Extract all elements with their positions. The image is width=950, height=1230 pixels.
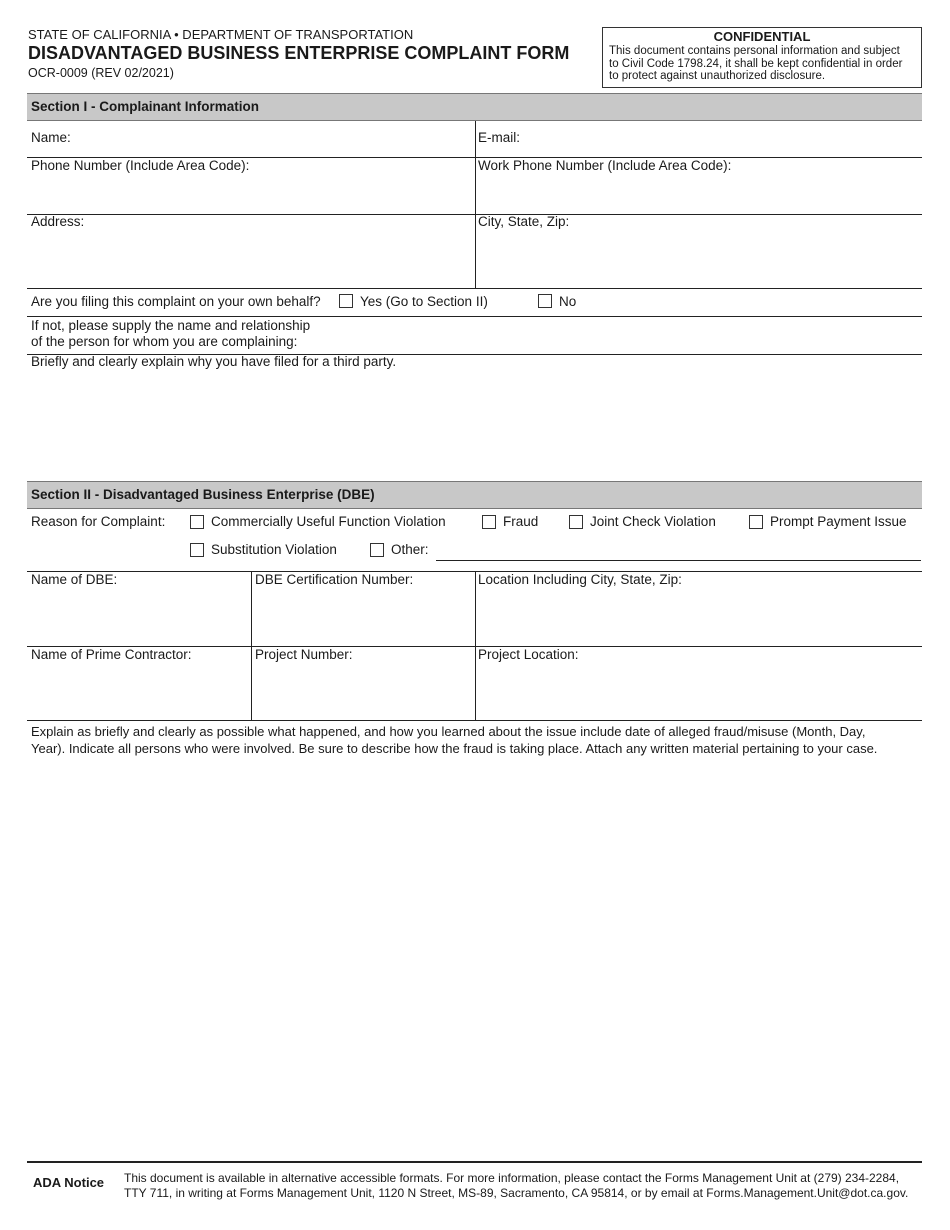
- section-2-header: [27, 481, 922, 509]
- form-title: DISADVANTAGED BUSINESS ENTERPRISE COMPLAINT FORM: [28, 43, 570, 63]
- email-field[interactable]: [476, 122, 922, 157]
- divider: [27, 720, 922, 721]
- other-label: Other:: [391, 542, 429, 557]
- third-party-field[interactable]: [330, 317, 922, 353]
- substitution-label: Substitution Violation: [211, 542, 337, 557]
- project-location-label: Project Location:: [478, 647, 579, 662]
- other-checkbox[interactable]: [370, 543, 384, 557]
- confidential-box: [602, 27, 922, 88]
- name-field[interactable]: [28, 122, 474, 157]
- own-behalf-question: Are you filing this complaint on your own behalf?: [31, 294, 321, 309]
- reason-label: Reason for Complaint:: [31, 514, 166, 529]
- section-1-title: Section I - Complainant Information: [31, 99, 260, 114]
- third-party-label-1: If not, please supply the name and relationship: [31, 318, 311, 333]
- no-label: No: [559, 294, 577, 309]
- address-field-label: Address:: [31, 214, 85, 229]
- cuf-checkbox[interactable]: [190, 515, 204, 529]
- fraud-checkbox[interactable]: [482, 515, 496, 529]
- explain-text-2: Year). Indicate all persons who were involved. Be sure to describe how the fraud is taking place. Attach any written material pertaining to your case.: [31, 741, 878, 756]
- footer-rule: [27, 1161, 922, 1163]
- prompt-payment-checkbox[interactable]: [749, 515, 763, 529]
- ada-notice-text-2: TTY 711, in writing at Forms Management Unit, 1120 N Street, MS-89, Sacramento, CA 95814, or by email at Forms.Management.Unit@dot.ca.gov.: [124, 1186, 909, 1200]
- dbe-location-label: Location Including City, State, Zip:: [478, 572, 682, 587]
- confidential-text-1: This document contains personal information and subject: [609, 45, 900, 57]
- phone-field[interactable]: [28, 175, 474, 213]
- confidential-text-2: to Civil Code 1798.24, it shall be kept confidential in order: [609, 57, 903, 70]
- dbe-name-label: Name of DBE:: [31, 572, 118, 587]
- joint-check-label: Joint Check Violation: [590, 514, 716, 529]
- explain-field[interactable]: [28, 760, 922, 1155]
- ada-notice-title: ADA Notice: [33, 1175, 105, 1190]
- cuf-label: Commercially Useful Function Violation: [211, 514, 446, 529]
- project-number-label: Project Number:: [255, 647, 353, 662]
- city-field[interactable]: [476, 231, 922, 287]
- agency-line: STATE OF CALIFORNIA • DEPARTMENT OF TRANSPORTATION: [28, 27, 414, 42]
- divider: [27, 288, 922, 289]
- no-checkbox[interactable]: [538, 294, 552, 308]
- prime-contractor-label: Name of Prime Contractor:: [31, 647, 192, 662]
- confidential-text-3: to protect against unauthorized disclosure.: [609, 70, 826, 82]
- explain-text-1: Explain as briefly and clearly as possible what happened, and how you learned about the issue include date of alleged fraud/misuse (Month, Day,: [31, 724, 866, 739]
- form-number: OCR-0009 (REV 02/2021): [28, 66, 174, 80]
- substitution-checkbox[interactable]: [190, 543, 204, 557]
- yes-label: Yes (Go to Section II): [360, 294, 488, 309]
- third-party-label-2: of the person for whom you are complaining:: [31, 334, 298, 349]
- prompt-payment-label: Prompt Payment Issue: [770, 514, 907, 529]
- prime-contractor-field[interactable]: [28, 664, 250, 719]
- section-1-header: [27, 93, 922, 121]
- project-number-field[interactable]: [252, 664, 474, 719]
- ada-notice-text-1: This document is available in alternative accessible formats. For more information, please contact the Forms Management Unit at (279) 234-2284,: [124, 1171, 900, 1185]
- dbe-cert-label: DBE Certification Number:: [255, 572, 414, 587]
- work-phone-field[interactable]: [476, 175, 922, 213]
- city-field-label: City, State, Zip:: [478, 214, 570, 229]
- joint-check-checkbox[interactable]: [569, 515, 583, 529]
- email-field-label: E-mail:: [478, 130, 521, 145]
- confidential-heading: CONFIDENTIAL: [713, 29, 811, 44]
- work-phone-field-label: Work Phone Number (Include Area Code):: [478, 158, 732, 173]
- fraud-label: Fraud: [503, 514, 539, 529]
- project-location-field[interactable]: [476, 664, 922, 719]
- dbe-cert-field[interactable]: [252, 589, 474, 645]
- third-party-explain-field[interactable]: [28, 372, 922, 478]
- name-field-label: Name:: [31, 130, 71, 145]
- section-2-title: Section II - Disadvantaged Business Enterprise (DBE): [31, 487, 375, 502]
- third-party-explain-label: Briefly and clearly explain why you have filed for a third party.: [31, 354, 397, 369]
- other-input[interactable]: [436, 545, 921, 561]
- address-field[interactable]: [28, 231, 474, 287]
- dbe-location-field[interactable]: [476, 589, 922, 645]
- divider: [27, 214, 922, 215]
- yes-checkbox[interactable]: [339, 294, 353, 308]
- phone-field-label: Phone Number (Include Area Code):: [31, 158, 250, 173]
- dbe-name-field[interactable]: [28, 589, 250, 645]
